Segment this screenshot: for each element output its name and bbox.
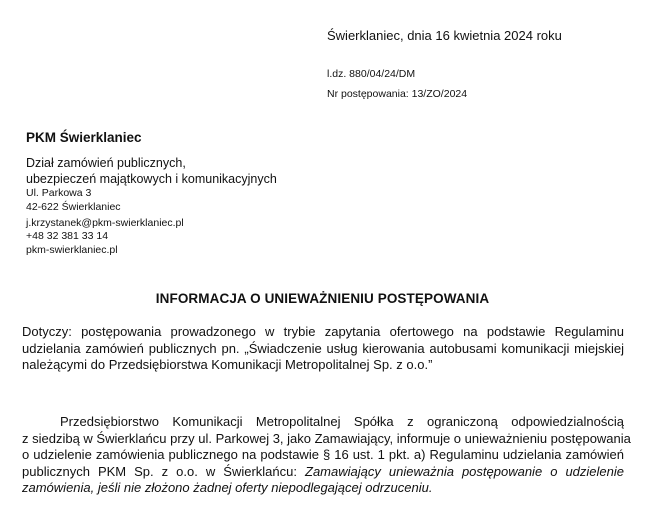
body-line: z siedzibą w Świerklańcu przy ul. Parkowej 3, jako Zamawiający, informuje o unieważnieniu postępowania (22, 430, 631, 446)
body-line (22, 480, 624, 497)
subject-paragraph (22, 324, 624, 374)
postal-city: 42-622 Świerklaniec (26, 201, 121, 213)
subject-line: udzielania zamówień publicznych pn. „Świadczenie usług kierowania autobusami komunikacji miejskiej (22, 340, 624, 356)
department-line-2: ubezpieczeń majątkowych i komunikacyjnych (26, 172, 277, 186)
ldz-reference: l.dz. 880/04/24/DM (327, 68, 416, 80)
subject-line: należącymi do Przedsiębiorstwa Komunikacji Metropolitalnej Sp. z o.o.” (22, 357, 433, 372)
website: pkm-swierklaniec.pl (26, 244, 118, 256)
body-paragraph (22, 414, 631, 497)
body-line: o udzielenie zamówienia publicznego na podstawie § 16 ust. 1 pkt. a) Regulaminu udzielania zamówień (22, 447, 624, 462)
proceeding-number: Nr postępowania: 13/ZO/2024 (327, 88, 468, 100)
body-text-italic: zamówienia, jeśli nie złożono żadnej oferty niepodlegającej odrzuceniu. (22, 480, 433, 495)
body-line-mixed (22, 464, 624, 481)
email-address: j.krzystanek@pkm-swierklaniec.pl (26, 217, 184, 229)
subject-line: Dotyczy: postępowania prowadzonego w trybie zapytania ofertowego na podstawie Regulaminu (22, 324, 624, 339)
date-line: Świerklaniec, dnia 16 kwietnia 2024 roku (327, 28, 562, 43)
document-title: INFORMACJA O UNIEWAŻNIENIU POSTĘPOWANIA (155, 291, 490, 306)
body-line: Przedsiębiorstwo Komunikacji Metropolitalnej Spółka z ograniczoną odpowiedzialnością (60, 414, 624, 429)
body-text-plain: publicznych PKM Sp. z o.o. w Świerklańcu: (22, 463, 306, 479)
body-text-italic: Zamawiający unieważnia postępowanie o udzielenie (305, 463, 624, 479)
phone-number: +48 32 381 33 14 (26, 230, 109, 242)
street-address: Ul. Parkowa 3 (26, 187, 92, 199)
department-line-1: Dział zamówień publicznych, (26, 156, 186, 170)
company-name: PKM Świerklaniec (26, 130, 142, 145)
